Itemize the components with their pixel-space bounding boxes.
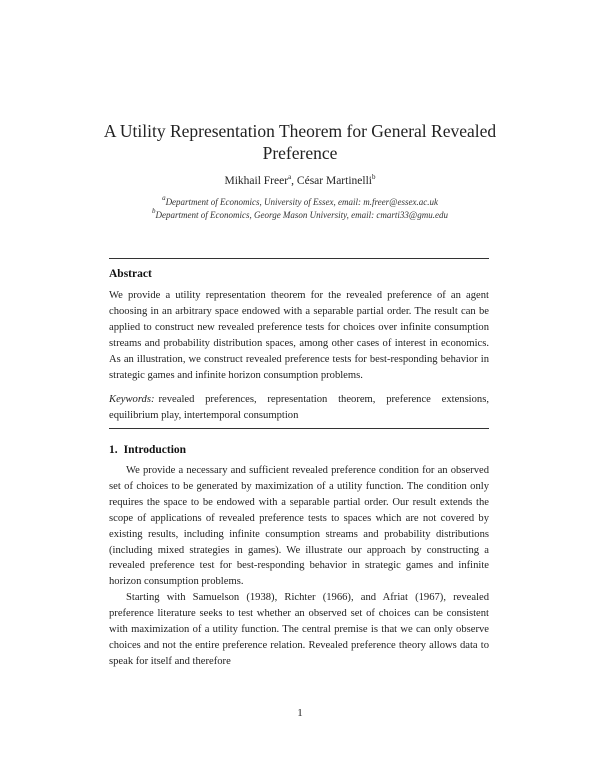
abstract-heading: Abstract: [109, 268, 152, 280]
abstract-bottom-rule: [109, 428, 489, 429]
section-number: 1.: [109, 444, 118, 456]
body-paragraph: Starting with Samuelson (1938), Richter (1966), and Afriat (1967), revealed preference literature seeks to test whether an observed set of choices can be consistent with maximization of a utility function. The central premise is that we can only observe choices and not the entire preference relation. Revealed preference theory allows data to speak for itself and therefore: [109, 592, 489, 667]
paper-title: A Utility Representation Theorem for General Revealed Preference: [103, 121, 497, 163]
keywords-label: Keywords:: [109, 394, 155, 405]
page-number: 1: [297, 707, 303, 719]
author-list: [100, 175, 500, 187]
affiliation: [100, 207, 500, 220]
abstract-text: We provide a utility representation theorem for the revealed preference of an agent choosing in an arbitrary space endowed with a separable partial order. The result can be applied to construct new revealed preference tests for choices over infinite consumption streams and probability distribution spaces, among other cases of interest in economics. As an illustration, we construct revealed preference tests for best-responding behavior in strategic games and infinite horizon consumption problems.: [109, 290, 489, 381]
keywords: [109, 392, 489, 424]
section-heading-introduction: [109, 444, 186, 456]
author-name: César Martinelli: [296, 175, 372, 187]
affiliation-mark: a: [162, 194, 166, 202]
affiliation-mark: b: [152, 207, 156, 215]
body-paragraph: We provide a necessary and sufficient revealed preference condition for an observed set of choices to be generated by maximization of a utility function. The condition only requires the space to be endowed with a separable partial order. Our result extends the scope of applications of revealed preference tests to spaces which are not covered by existing results, including infinite consumption streams and probability distributions (including mixed strategies in games). We illustrate our approach by constructing a revealed preference test for best-responding behavior in strategic games and infinite horizon consumption problems.: [109, 465, 489, 588]
author-affiliation-mark: a: [288, 173, 292, 181]
affiliation-text: Department of Economics, University of Essex, email: m.freer@essex.ac.uk: [165, 197, 438, 207]
keywords-text: revealed preferences, representation theorem, preference extensions, equilibrium play, intertemporal consumption: [109, 394, 489, 421]
affiliation: [100, 194, 500, 207]
section-title: Introduction: [123, 444, 187, 456]
affiliation-text: Department of Economics, George Mason University, email: cmarti33@gmu.edu: [155, 210, 448, 220]
author-affiliation-mark: b: [371, 173, 376, 181]
author-separator: ,: [291, 175, 297, 187]
abstract-top-rule: [109, 258, 489, 259]
author-name: Mikhail Freer: [224, 175, 289, 187]
